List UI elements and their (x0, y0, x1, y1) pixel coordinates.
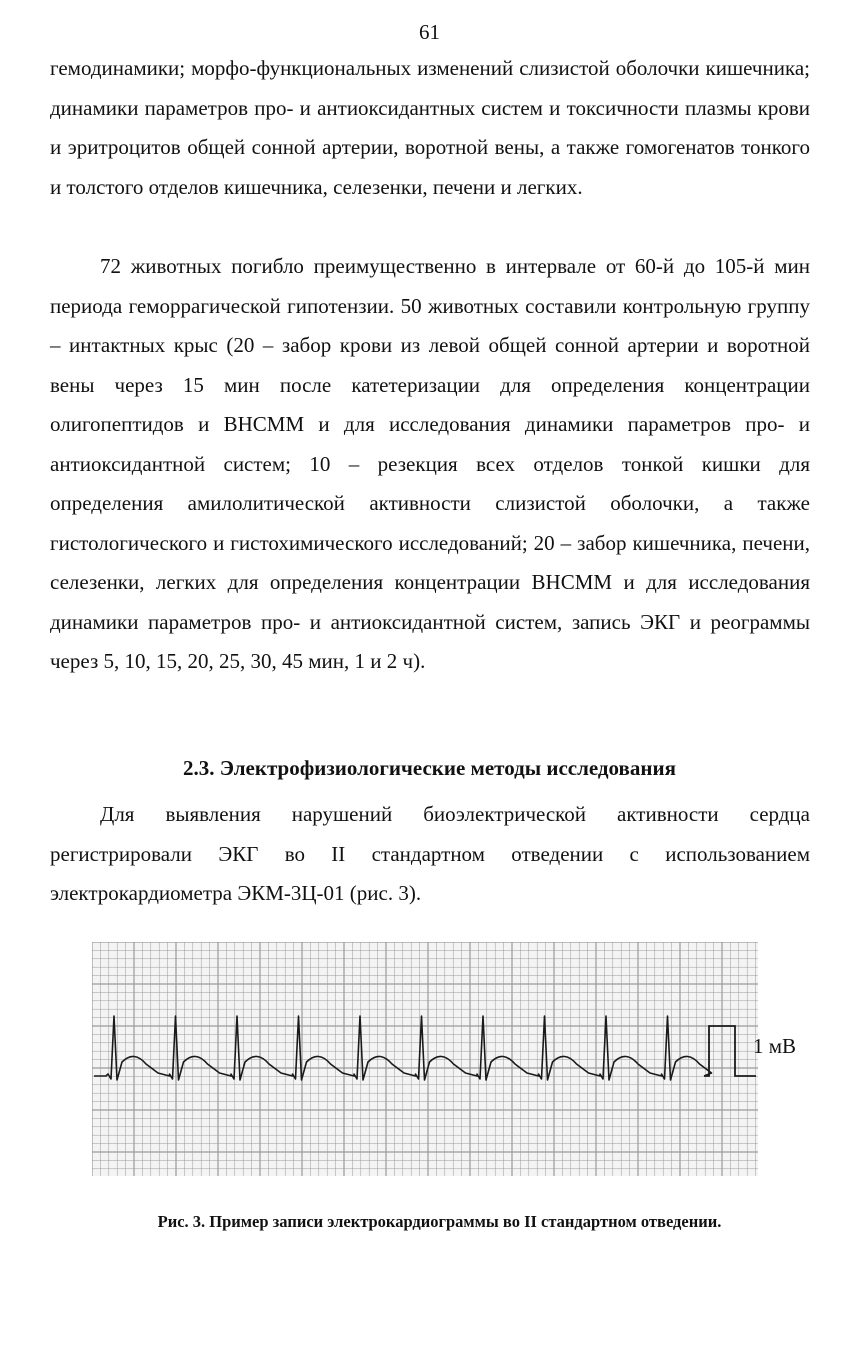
paragraph-1: гемодинамики; морфо-функциональных изменений слизистой оболочки кишечника; динамики параметров про- и антиоксидантных систем и токсичности плазмы крови и эритроцитов общей сонной артерии, воротной вены, а также гомогенатов тонкого и толстого отделов кишечника, селезенки, печени и легких. (50, 56, 810, 199)
section-heading: 2.3. Электрофизиологические методы исследования (183, 756, 676, 780)
ecg-figure (92, 942, 758, 1176)
figure-caption: Рис. 3. Пример записи электрокардиограммы во II стандартном отведении. (157, 1212, 722, 1231)
ecg-paper (92, 942, 758, 1176)
scale-label: 1 мВ (753, 1034, 797, 1058)
paragraph-2: 72 животных погибло преимущественно в интервале от 60-й до 105-й мин периода геморрагической гипотензии. 50 животных составили контрольную группу – интактных крыс (20 – забор крови из левой общей сонной артерии и воротной вены через 15 мин после катетеризации для определения концентрации олигопептидов и ВНСММ и для исследования динамики параметров про- и антиоксидантной систем; 10 – резекция всех отделов тонкой кишки для определения амилолитической активности слизистой оболочки, а также гистологического и гистохимического исследований; 20 – забор кишечника, печени, селезенки, легких для определения концентрации ВНСММ и для исследования динамики параметров про- и антиоксидантной систем, запись ЭКГ и реограммы через 5, 10, 15, 20, 25, 30, 45 мин, 1 и 2 ч). (50, 254, 810, 673)
paragraph-3: Для выявления нарушений биоэлектрической активности сердца регистрировали ЭКГ во II стандартном отведении с использованием электрокардиометра ЭКМ-3Ц-01 (рис. 3). (50, 802, 810, 905)
page-number: 61 (419, 20, 440, 44)
